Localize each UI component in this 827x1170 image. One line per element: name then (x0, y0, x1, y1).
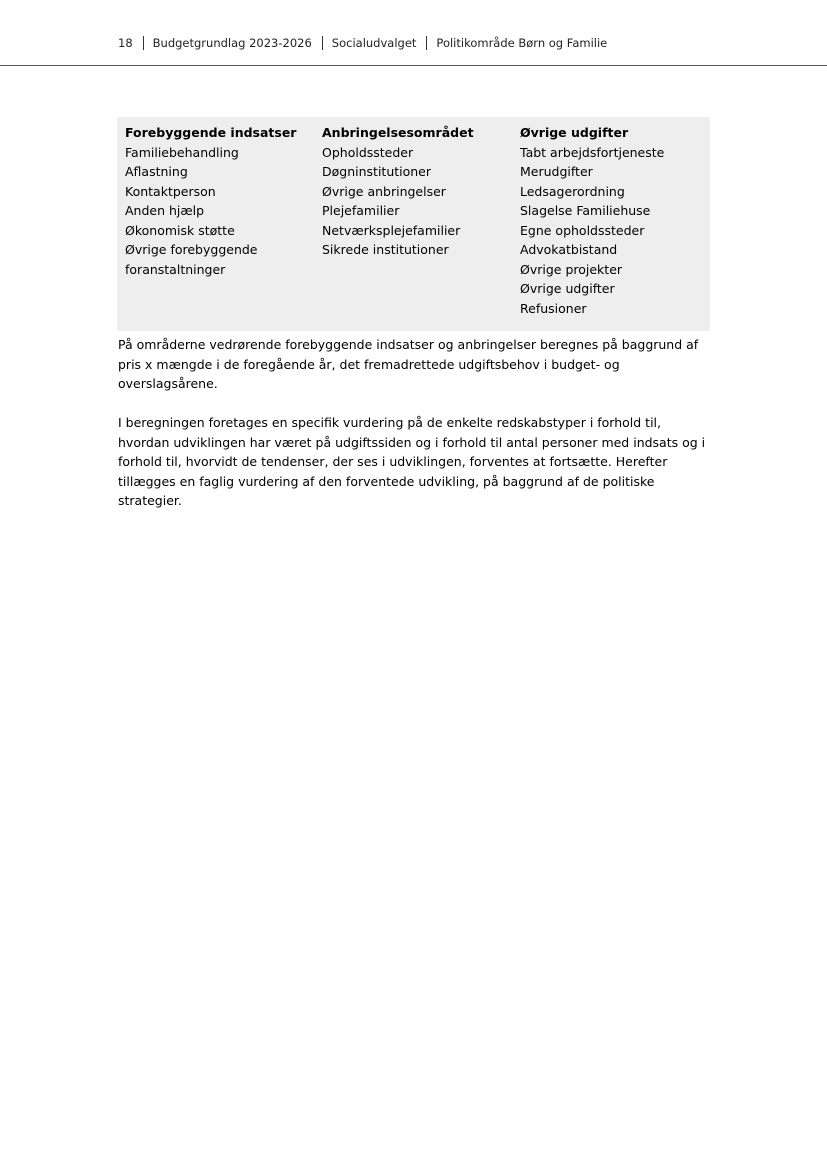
list-item: Ledsagerordning (520, 183, 625, 199)
header-separator (322, 36, 323, 50)
column-heading: Anbringelsesområdet (322, 125, 474, 140)
policy-area: Politikområde Børn og Familie (436, 36, 608, 50)
body-paragraph-2: I beregningen foretages en specifik vurdering på de enkelte redskabstyper i forhold til, hvordan udviklingen har været på udgiftssiden og i forhold til antal personer med indsats og i forhold til, hvorvidt de tendenser, der ses i udviklingen, forventes at fortsætte. Herefter tillægges en faglig vurdering af den forventede udvikling, på baggrund af de politiske strategier. (118, 415, 706, 508)
list-item: Sikrede institutioner (322, 242, 449, 257)
header-divider (0, 65, 827, 66)
category-table (117, 117, 710, 331)
list-item: Netværksplejefamilier (322, 222, 461, 238)
list-item: Øvrige forebyggende (125, 242, 258, 257)
column-anbringelse (322, 123, 512, 260)
column-forebyggende (125, 123, 315, 279)
page-number: 18 (118, 36, 133, 50)
list-item: Advokatbistand (520, 242, 618, 257)
list-item: Opholdssteder (322, 144, 414, 160)
list-item: Øvrige projekter (520, 261, 623, 277)
list-item: Døgninstitutioner (322, 164, 432, 179)
list-item: Slagelse Familiehuse (520, 203, 651, 218)
document-title: Budgetgrundlag 2023-2026 (152, 36, 312, 50)
page-header (118, 35, 607, 51)
column-ovrige-udgifter (520, 123, 710, 318)
list-item: Tabt arbejdsfortjeneste (520, 144, 665, 160)
list-item: Aflastning (125, 164, 188, 179)
list-item: Anden hjælp (125, 203, 205, 218)
list-item: foranstaltninger (125, 261, 226, 277)
list-item: Øvrige anbringelser (322, 183, 446, 199)
list-item: Refusioner (520, 300, 587, 316)
body-paragraph-1: På områderne vedrørende forebyggende indsatser og anbringelser beregnes på baggrund af pris x mængde i de foregående år, det fremadrettede udgiftsbehov i budget- og overslagsårene. (118, 337, 699, 391)
list-item: Merudgifter (520, 164, 593, 179)
list-item: Økonomisk støtte (125, 222, 235, 238)
list-item: Øvrige udgifter (520, 281, 615, 296)
header-separator (426, 36, 427, 50)
header-separator (143, 36, 144, 50)
column-heading: Øvrige udgifter (520, 125, 629, 140)
list-item: Plejefamilier (322, 203, 400, 218)
list-item: Egne opholdssteder (520, 222, 645, 238)
list-item: Familiebehandling (125, 144, 239, 160)
committee-name: Socialudvalget (331, 36, 417, 50)
list-item: Kontaktperson (125, 183, 216, 199)
column-heading: Forebyggende indsatser (125, 125, 297, 140)
